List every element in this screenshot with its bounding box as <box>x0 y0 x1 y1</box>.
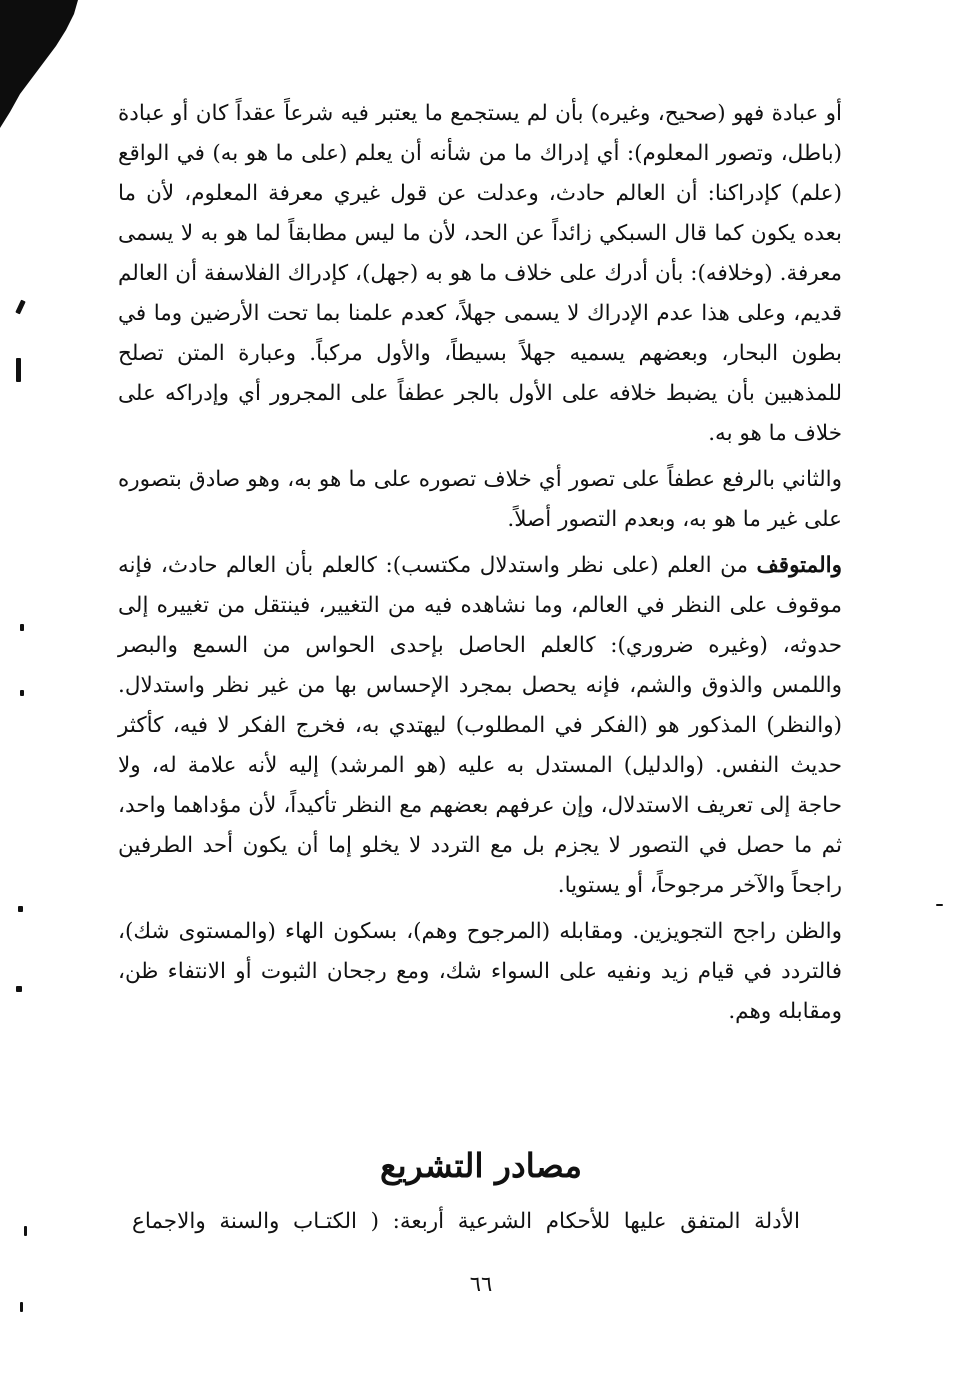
paragraph <box>118 912 842 1032</box>
margin-mark <box>18 906 23 912</box>
scan-shadow-corner <box>0 0 80 130</box>
paragraph-text: والظن راجح التجويزين. ومقابله (المرجوح وهم)، بسكون الهاء (والمستوى شك)، فالتردد في قيام زيد ونفيه على السواء شك، ومع رجحان الثبوت أو الانتفاء ظن، ومقابله وهم. <box>118 919 842 1024</box>
margin-mark <box>16 986 22 992</box>
paragraph-lead: والمتوقف <box>756 553 842 578</box>
margin-mark <box>20 1302 23 1312</box>
page-number: ٦٦ <box>469 1272 493 1296</box>
margin-mark <box>20 690 24 696</box>
margin-mark <box>24 1226 27 1236</box>
margin-mark <box>15 300 25 315</box>
paragraph-text: من العلم (على نظر واستدلال مكتسب): كالعلم بأن العالم حادث، فإنه موقوف على النظر في العالم، وما نشاهده فيه من التغيير، فينتقل من تغييره إلى حدوثه، (وغيره ضروري): كالعلم الحاصل بإحدى الحواس من السمع والبصر واللمس والذوق والشم، فإنه يحصل بمجرد الإحساس بها من غير نظر واستدلال. (والنظر) المذكور هو (الفكر في المطلوب) ليهتدي به، فخرج الفكر لا فيه، كأكثر حديث النفس. (والدليل) المستدل به عليه (هو المرشد) إليه لأنه علامة له، ولا حاجة إلى تعريف الاستدلال، وإن عرفهم بعضهم مع النظر تأكيداً، لأن مؤداهما واحد، ثم ما حصل في التصور لا يجزم بل مع التردد لا يخلو إما أن يكون أحد الطرفين راجحاً والآخر مرجوحاً، أو يستويا. <box>118 553 842 898</box>
body-text <box>118 94 842 1032</box>
paragraph <box>118 460 842 540</box>
paragraph <box>118 94 842 454</box>
margin-mark <box>936 904 943 906</box>
paragraph-text: أو عبادة فهو (صحيح، وغيره) بأن لم يستجمع ما يعتبر فيه شرعاً عقداً كان أو عبادة (باطل، وتصور المعلوم): أي إدراك ما من شأنه أن يعلم (على ما هو به) في الواقع (علم) كإدراكنا: أن العالم حادث، وعدلت عن قول غيري معرفة المعلوم، لأن ما بعده يكون كما قال السبكي زائداً عن الحد، لأن ما ليس مطابقاً لما هو به لا يسمى معرفة. (وخلافه): بأن أدرك على خلاف ما هو به (جهل)، كإدراك الفلاسفة أن العالم قديم، وعلى هذا عدم الإدراك لا يسمى جهلاً، كعدم علمنا بما تحت الأرضين وما في بطون البحار، وبعضهم يسميه جهلاً بسيطاً، والأول مركباً. وعبارة المتن تصلح للمذهبين بأن يضبط خلافه على الأول بالجر عطفاً على المجرور أي وإدراكه على خلاف ما هو به. <box>118 101 842 446</box>
section-heading: مصادر التشريع <box>379 1146 583 1185</box>
margin-mark <box>20 624 24 631</box>
margin-mark <box>16 358 21 382</box>
paragraph-text: والثاني بالرفع عطفاً على تصور أي خلاف تصوره على ما هو به، وهو صادق بتصوره على غير ما هو به، وبعدم التصور أصلاً. <box>118 467 842 532</box>
paragraph <box>118 546 842 906</box>
section-intro-line: الأدلة المتفق عليها للأحكام الشرعية أربعة: ( الكتـاب والسنة والاجماع <box>132 1209 800 1234</box>
